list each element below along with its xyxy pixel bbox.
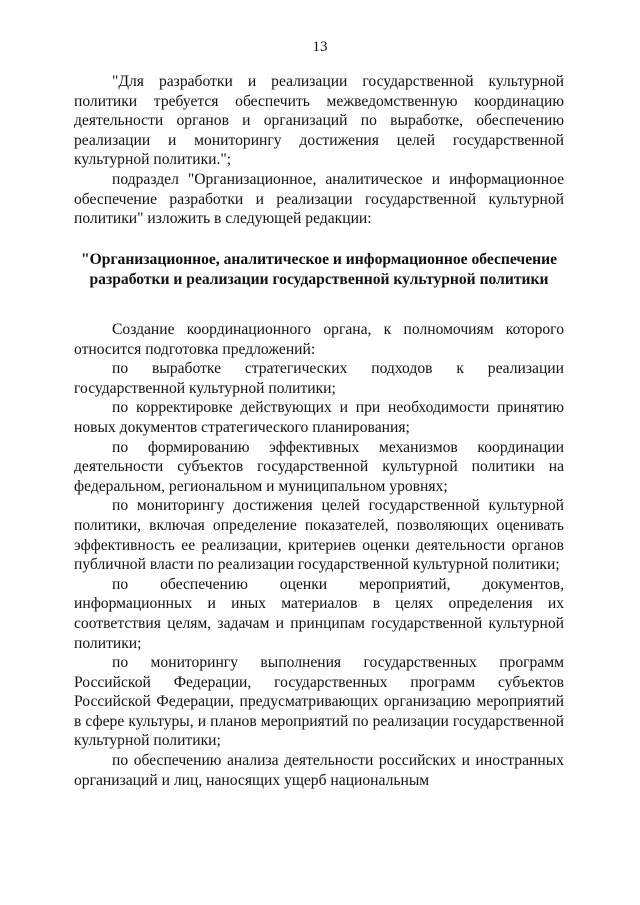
page-number: 13 bbox=[312, 39, 328, 55]
body-paragraph-coordination-mechanisms: по формированию эффективных механизмов координации деятельности субъектов государственной культурной политики на федеральном, региональном и муниципальном уровнях; bbox=[74, 438, 564, 495]
body-paragraph-coordination-body: Создание координационного органа, к полномочиям которого относится подготовка предложений: bbox=[74, 321, 564, 358]
body-paragraph-planning-documents: по корректировке действующих и при необходимости принятию новых документов стратегического планирования; bbox=[74, 399, 564, 436]
intro-paragraph-quote: "Для разработки и реализации государственной культурной политики требуется обеспечить межведомственную координацию деятельности органов и организаций по выработке, обеспечению реализации и мониторингу достижения целей государственной культурной политики."; bbox=[74, 73, 564, 169]
body-paragraph-analysis: по обеспечению анализа деятельности российских и иностранных организаций и лиц, наносящих ущерб национальным bbox=[74, 752, 564, 789]
intro-paragraph-subsection: подраздел "Организационное, аналитическое и информационное обеспечение разработки и реализации государственной культурной политики" изложить в следующей редакции: bbox=[74, 170, 564, 228]
body-paragraph-strategic-approaches: по выработке стратегических подходов к реализации государственной культурной политики; bbox=[74, 360, 564, 397]
body-paragraph-monitoring-goals: по мониторингу достижения целей государственной культурной политики, включая определение показателей, позволяющих оценивать эффективность ее реализации, критериев оценки деятельности органов публичной власти по реализации государственной культурной политики; bbox=[74, 497, 564, 574]
body-paragraph-assessment: по обеспечению оценки мероприятий, документов, информационных и иных материалов в целях определения их соответствия целям, задачам и принципам государственной культурной политики; bbox=[74, 575, 564, 652]
body-paragraph-program-monitoring: по мониторингу выполнения государственных программ Российской Федерации, государственных программ субъектов Российской Федерации, предусматривающих организацию мероприятий в сфере культуры, и планов мероприятий по реализации государственной культурной политики; bbox=[74, 654, 564, 750]
section-heading-block bbox=[74, 250, 564, 289]
section-heading: "Организационное, аналитическое и информационное обеспечение разработки и реализации государственной культурной политики bbox=[80, 251, 558, 288]
intro-block bbox=[74, 72, 564, 229]
body-block bbox=[74, 320, 564, 790]
